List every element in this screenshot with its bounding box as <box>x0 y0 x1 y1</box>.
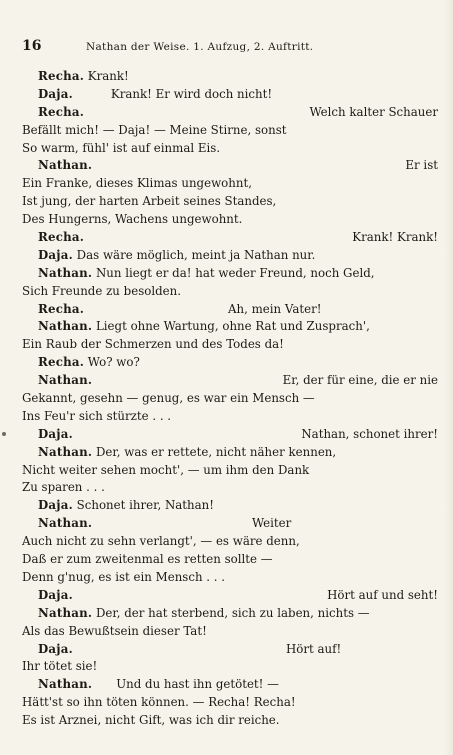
line-text: Ein Raub der Schmerzen und des Todes da! <box>22 337 284 352</box>
line-text: Schonet ihrer, Nathan! <box>76 498 215 513</box>
line-text: Das wäre möglich, meint ja Nathan nur. <box>76 247 316 262</box>
line-text: Nicht weiter sehen mocht', — um ihm den Dank <box>22 462 310 477</box>
speaker-name: Daja. <box>38 641 73 656</box>
speaker-name: Nathan. <box>38 265 93 280</box>
page-number: 16 <box>22 38 42 54</box>
line-text: Er ist <box>405 158 438 173</box>
text-line <box>22 301 438 319</box>
text-line <box>22 265 438 283</box>
line-text: Daß er zum zweitenmal es retten sollte — <box>22 552 273 567</box>
text-line <box>22 551 438 569</box>
text-line <box>22 86 438 104</box>
line-text: Ins Feu'r sich stürzte . . . <box>22 408 172 423</box>
text-line <box>22 104 438 122</box>
text-line <box>22 515 438 533</box>
speaker-name: Daja. <box>38 587 73 602</box>
line-text: Der, was er rettete, nicht näher kennen, <box>95 444 337 459</box>
text-line <box>22 354 438 372</box>
speaker-name: Daja. <box>38 498 73 513</box>
line-text: Sich Freunde zu besolden. <box>22 283 181 298</box>
line-text: So warm, fühl' ist auf einmal Eis. <box>22 140 221 155</box>
speaker-name: Daja. <box>38 247 73 262</box>
line-text: Krank! <box>87 69 129 83</box>
speaker-name: Recha. <box>38 230 85 245</box>
text-line <box>22 68 438 86</box>
page-header <box>22 38 442 56</box>
text-line <box>22 336 438 354</box>
speaker-name: Recha. <box>38 104 85 119</box>
text-line <box>22 569 438 587</box>
text-line <box>22 247 438 265</box>
text-line <box>22 283 438 301</box>
text-line <box>22 444 438 462</box>
line-text: Nathan, schonet ihrer! <box>301 426 438 441</box>
text-line <box>22 408 438 426</box>
text-line <box>22 122 438 140</box>
text-line <box>22 623 438 641</box>
line-text: Als das Bewußtsein dieser Tat! <box>22 623 207 638</box>
speaker-name: Daja. <box>38 86 73 101</box>
line-text: Weiter <box>252 516 292 531</box>
speaker-name: Nathan. <box>38 319 93 334</box>
line-text: Hört auf und seht! <box>327 587 438 602</box>
text-line <box>22 211 438 229</box>
margin-speck <box>2 432 6 436</box>
text-line <box>22 658 438 676</box>
text-line <box>22 193 438 211</box>
text-line <box>22 175 438 193</box>
text-line <box>22 318 438 336</box>
text-line <box>22 641 438 659</box>
page-edge <box>445 0 453 755</box>
text-line <box>22 390 438 408</box>
line-text: Der, der hat sterbend, sich zu laben, nichts — <box>95 605 370 620</box>
text-line <box>22 426 438 444</box>
text-line <box>22 229 438 247</box>
line-text: Zu sparen . . . <box>22 480 105 495</box>
text-line <box>22 605 438 623</box>
text-line <box>22 479 438 497</box>
text-line <box>22 140 438 158</box>
line-text: Befällt mich! — Daja! — Meine Stirne, sonst <box>22 122 287 137</box>
speaker-name: Recha. <box>38 301 85 316</box>
line-text: Und du hast ihn getötet! — <box>116 677 279 692</box>
speaker-name: Nathan. <box>38 516 93 531</box>
speaker-name: Nathan. <box>38 677 93 692</box>
line-text: Gekannt, gesehn — genug, es war ein Mensch — <box>22 391 315 406</box>
text-line <box>22 712 438 730</box>
line-text: Ihr tötet sie! <box>22 659 98 674</box>
speaker-name: Recha. <box>38 69 85 83</box>
text-line <box>22 533 438 551</box>
text-line <box>22 372 438 390</box>
speaker-name: Nathan. <box>38 158 93 173</box>
text-line <box>22 462 438 480</box>
speaker-name: Nathan. <box>38 605 93 620</box>
line-text: Ein Franke, dieses Klimas ungewohnt, <box>22 176 252 191</box>
speaker-name: Recha. <box>38 355 85 370</box>
line-text: Hört auf! <box>286 641 342 656</box>
line-text: Welch kalter Schauer <box>309 104 438 119</box>
speaker-name: Nathan. <box>38 373 93 388</box>
line-text: Nun liegt er da! hat weder Freund, noch Geld, <box>95 265 375 280</box>
text-line <box>22 694 438 712</box>
speaker-name: Nathan. <box>38 444 93 459</box>
running-head: Nathan der Weise. 1. Aufzug, 2. Auftritt. <box>86 41 314 53</box>
line-text: Ah, mein Vater! <box>228 301 322 316</box>
line-text: Liegt ohne Wartung, ohne Rat und Zusprach', <box>95 319 370 334</box>
line-text: Hätt'st so ihn töten können. — Recha! Recha! <box>22 695 296 710</box>
speaker-name: Daja. <box>38 426 73 441</box>
text-line <box>22 497 438 515</box>
line-text: Ist jung, der harten Arbeit seines Standes, <box>22 194 277 209</box>
line-text: Krank! Krank! <box>352 230 438 245</box>
text-line <box>22 587 438 605</box>
line-text: Des Hungerns, Wachens ungewohnt. <box>22 212 243 227</box>
line-text: Es ist Arznei, nicht Gift, was ich dir reiche. <box>22 713 280 728</box>
line-text: Auch nicht zu sehn verlangt', — es wäre denn, <box>22 534 300 549</box>
text-line <box>22 676 438 694</box>
line-text: Denn g'nug, es ist ein Mensch . . . <box>22 569 226 584</box>
line-text: Wo? wo? <box>87 355 140 370</box>
line-text: Er, der für eine, die er nie <box>282 373 438 388</box>
text-line <box>22 157 438 175</box>
dialogue-text <box>22 68 438 730</box>
line-text: Krank! Er wird doch nicht! <box>110 86 273 101</box>
